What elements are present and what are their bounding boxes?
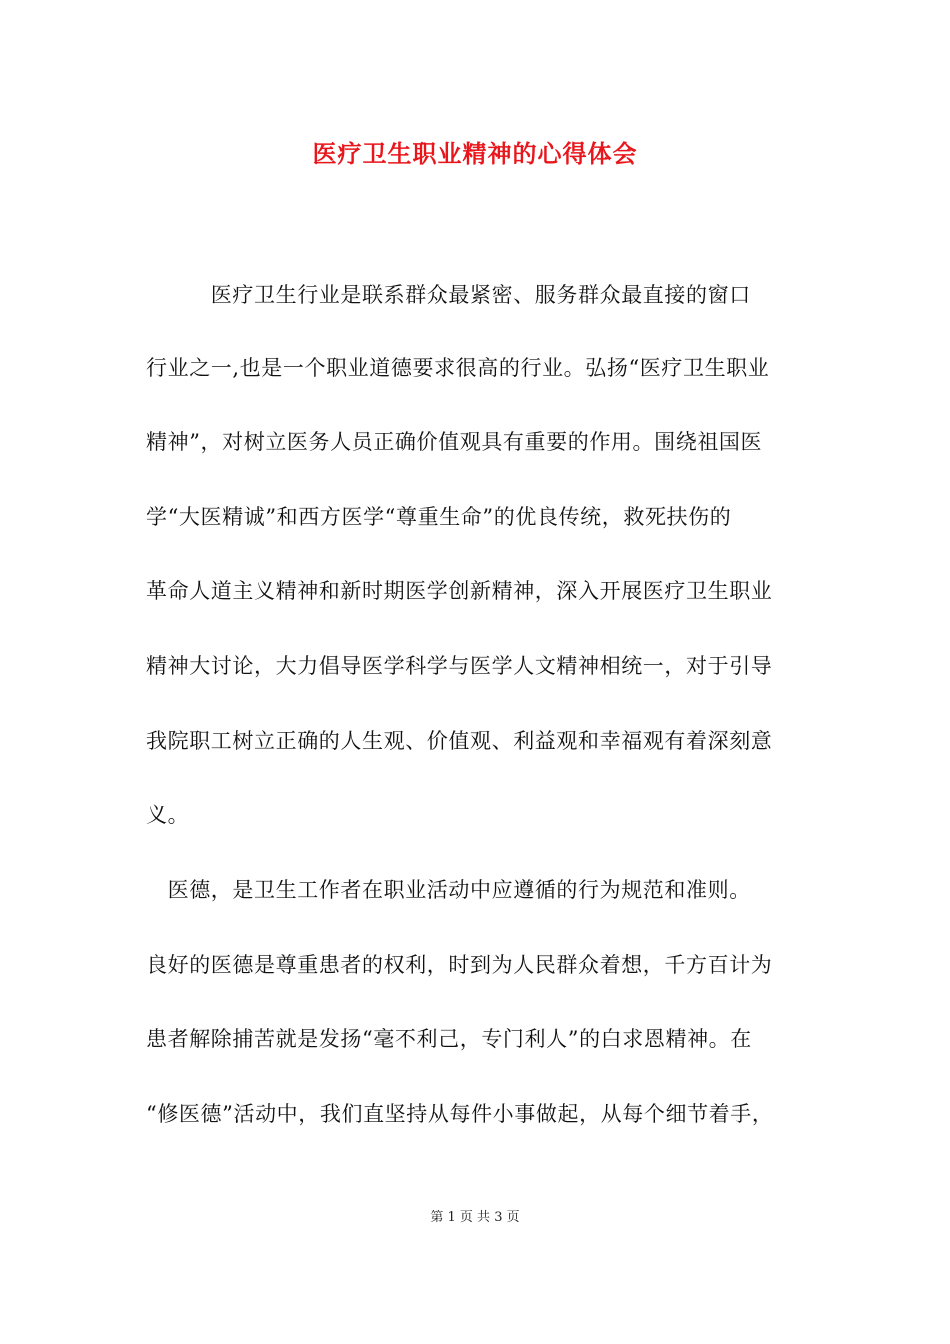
body-line: 医德，是卫生工作者在职业活动中应遵循的行为规范和准则。 bbox=[146, 878, 751, 902]
document-title: 医疗卫生职业精神的心得体会 bbox=[312, 139, 638, 168]
body-line: 患者解除捕苦就是发扬“毫不利己，专门利人”的白求恩精神。在 bbox=[146, 1027, 752, 1051]
body-line: “修医德”活动中，我们直坚持从每件小事做起，从每个细节着手， bbox=[146, 1102, 774, 1126]
body-line: 良好的医德是尊重患者的权利，时到为人民群众着想，千方百计为 bbox=[146, 953, 773, 977]
body-line: 精神大讨论，大力倡导医学科学与医学人文精神相统一，对于引导 bbox=[146, 654, 773, 678]
body-line: 义。 bbox=[146, 803, 190, 827]
body-line: 我院职工树立正确的人生观、价值观、利益观和幸福观有着深刻意 bbox=[146, 729, 773, 753]
body-line: 革命人道主义精神和新时期医学创新精神，深入开展医疗卫生职业 bbox=[146, 579, 773, 603]
body-line: 学“大医精诚”和西方医学“尊重生命”的优良传统，救死扶伤的 bbox=[146, 505, 732, 529]
body-line: 精神”，对树立医务人员正确价值观具有重要的作用。围绕祖国医 bbox=[146, 430, 763, 454]
page-number: 第 1 页 共 3 页 bbox=[430, 1210, 520, 1225]
body-line: 医疗卫生行业是联系群众最紧密、服务群众最直接的窗口 bbox=[146, 283, 751, 307]
body-line: 行业之一,也是一个职业道德要求很高的行业。弘扬“医疗卫生职业 bbox=[146, 356, 770, 380]
